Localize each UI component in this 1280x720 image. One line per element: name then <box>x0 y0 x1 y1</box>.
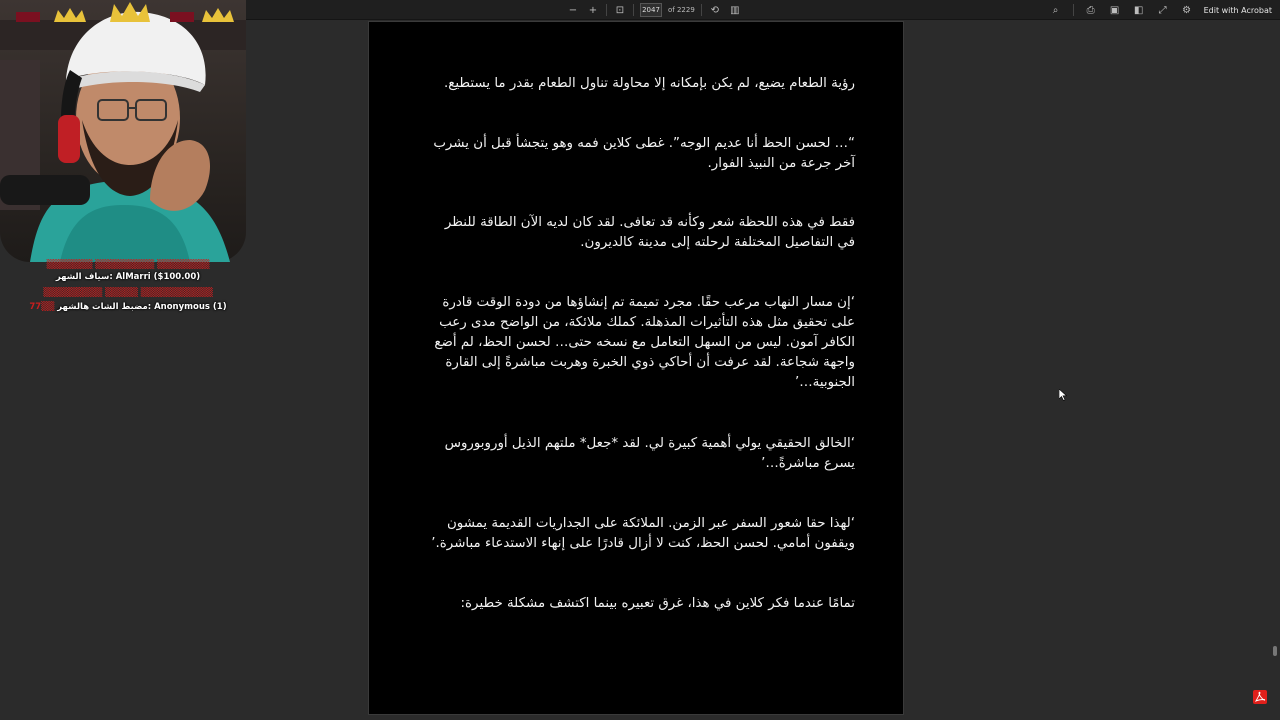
paragraph: ‘لهذا حقا شعور السفر عبر الزمن. الملائكة على الجداريات القديمة يمشون ويقفون أمامي. لحسن الحظ، كنت لا أزال قادرًا على إنهاء الاستدعاء مباشرة.’ <box>431 516 855 551</box>
crown-decorations <box>14 0 242 24</box>
separator <box>633 4 634 16</box>
overlay-chat-prefix: 77▒▒ <box>29 302 55 312</box>
pdf-page <box>369 22 903 714</box>
edit-with-acrobat-button[interactable]: Edit with Acrobat <box>1203 5 1272 15</box>
page-number-input[interactable]: 2047 <box>640 3 662 17</box>
scrollbar-thumb[interactable] <box>1273 646 1277 656</box>
fit-page-icon[interactable]: ⊡ <box>615 4 625 16</box>
toolbar-center-group <box>566 2 742 18</box>
zoom-in-icon[interactable]: + <box>588 4 598 16</box>
acrobat-logo-icon[interactable] <box>1253 690 1267 704</box>
toolbar-right-group <box>1049 2 1272 18</box>
page-view-icon[interactable]: ▥ <box>730 4 740 16</box>
overlay-line-1: ▒▒▒▒▒▒▒ ▒▒▒▒▒▒▒▒▒ ▒▒▒▒▒▒▒▒ <box>46 260 210 270</box>
print-icon[interactable]: ⎙ <box>1086 4 1095 16</box>
save-icon[interactable]: ▣ <box>1109 4 1120 16</box>
overlay-line-3: ▒▒▒▒▒▒▒▒▒ ▒▒▒▒▒ ▒▒▒▒▒▒▒▒▒▒▒ <box>43 288 213 298</box>
crown-icon <box>14 0 242 24</box>
zoom-out-icon[interactable]: − <box>568 4 578 16</box>
rotate-icon[interactable]: ⟲ <box>710 4 719 16</box>
separator <box>1073 4 1074 16</box>
save-as-icon[interactable]: ◧ <box>1133 4 1144 16</box>
separator <box>606 4 607 16</box>
fullscreen-icon[interactable]: ⤢ <box>1158 4 1167 16</box>
paragraph: فقط في هذه اللحظة شعر وكأنه قد تعافى. لقد كان لديه الآن الطاقة للنظر في التفاصيل المختلفة لرحلته إلى مدينة كالديرون. <box>444 215 855 250</box>
paragraph: “… لحسن الحظ أنا عديم الوجه”. غطى كلاين فمه وهو يتجشأ قبل أن يشرب آخر جرعة من النبيذ الفوار. <box>433 136 855 171</box>
streamer-figure <box>0 0 246 262</box>
page-total-label: of 2229 <box>668 6 695 14</box>
separator <box>701 4 702 16</box>
paragraph: ‘الخالق الحقيقي يولي أهمية كبيرة لي. لقد *جعل* ملتهم الذيل أوروبوروس يسرع مباشرةً…’ <box>444 436 855 471</box>
overlay-chat-line <box>0 302 256 312</box>
search-icon[interactable]: ⌕ <box>1052 4 1059 16</box>
paragraph: رؤية الطعام يضيع، لم يكن بإمكانه إلا محاولة تناول الطعام بقدر ما يستطيع. <box>443 76 855 91</box>
overlay-top-chatter: مضبط الشات هالشهر: Anonymous (1) <box>57 302 227 312</box>
settings-icon[interactable]: ⚙ <box>1182 4 1192 16</box>
webcam-overlay <box>0 0 246 262</box>
mouse-cursor-icon <box>1059 389 1067 401</box>
overlay-top-donor: سياف الشهر: AlMarri ($100.00) <box>55 272 201 282</box>
paragraph: تمامًا عندما فكر كلاين في هذا، غرق تعبيره بينما اكتشف مشكلة خطيرة: <box>460 596 855 611</box>
paragraph: ‘إن مسار النهاب مرعب حقًا. مجرد تميمة تم إنشاؤها من دودة الوقت قادرة على تحقيق مثل هذه التأثيرات المذهلة. كملك ملائكة، من الواضح مدى رعب الكافر آمون. ليس من السهل التعامل مع نسخه حتى… لحسن الحظ، لم أضع واجهة شجاعة. لقد عرفت أن أحاكي ذوي الخبرة وهربت مباشرةً إلى القارة الجنوبية…’ <box>434 295 855 390</box>
